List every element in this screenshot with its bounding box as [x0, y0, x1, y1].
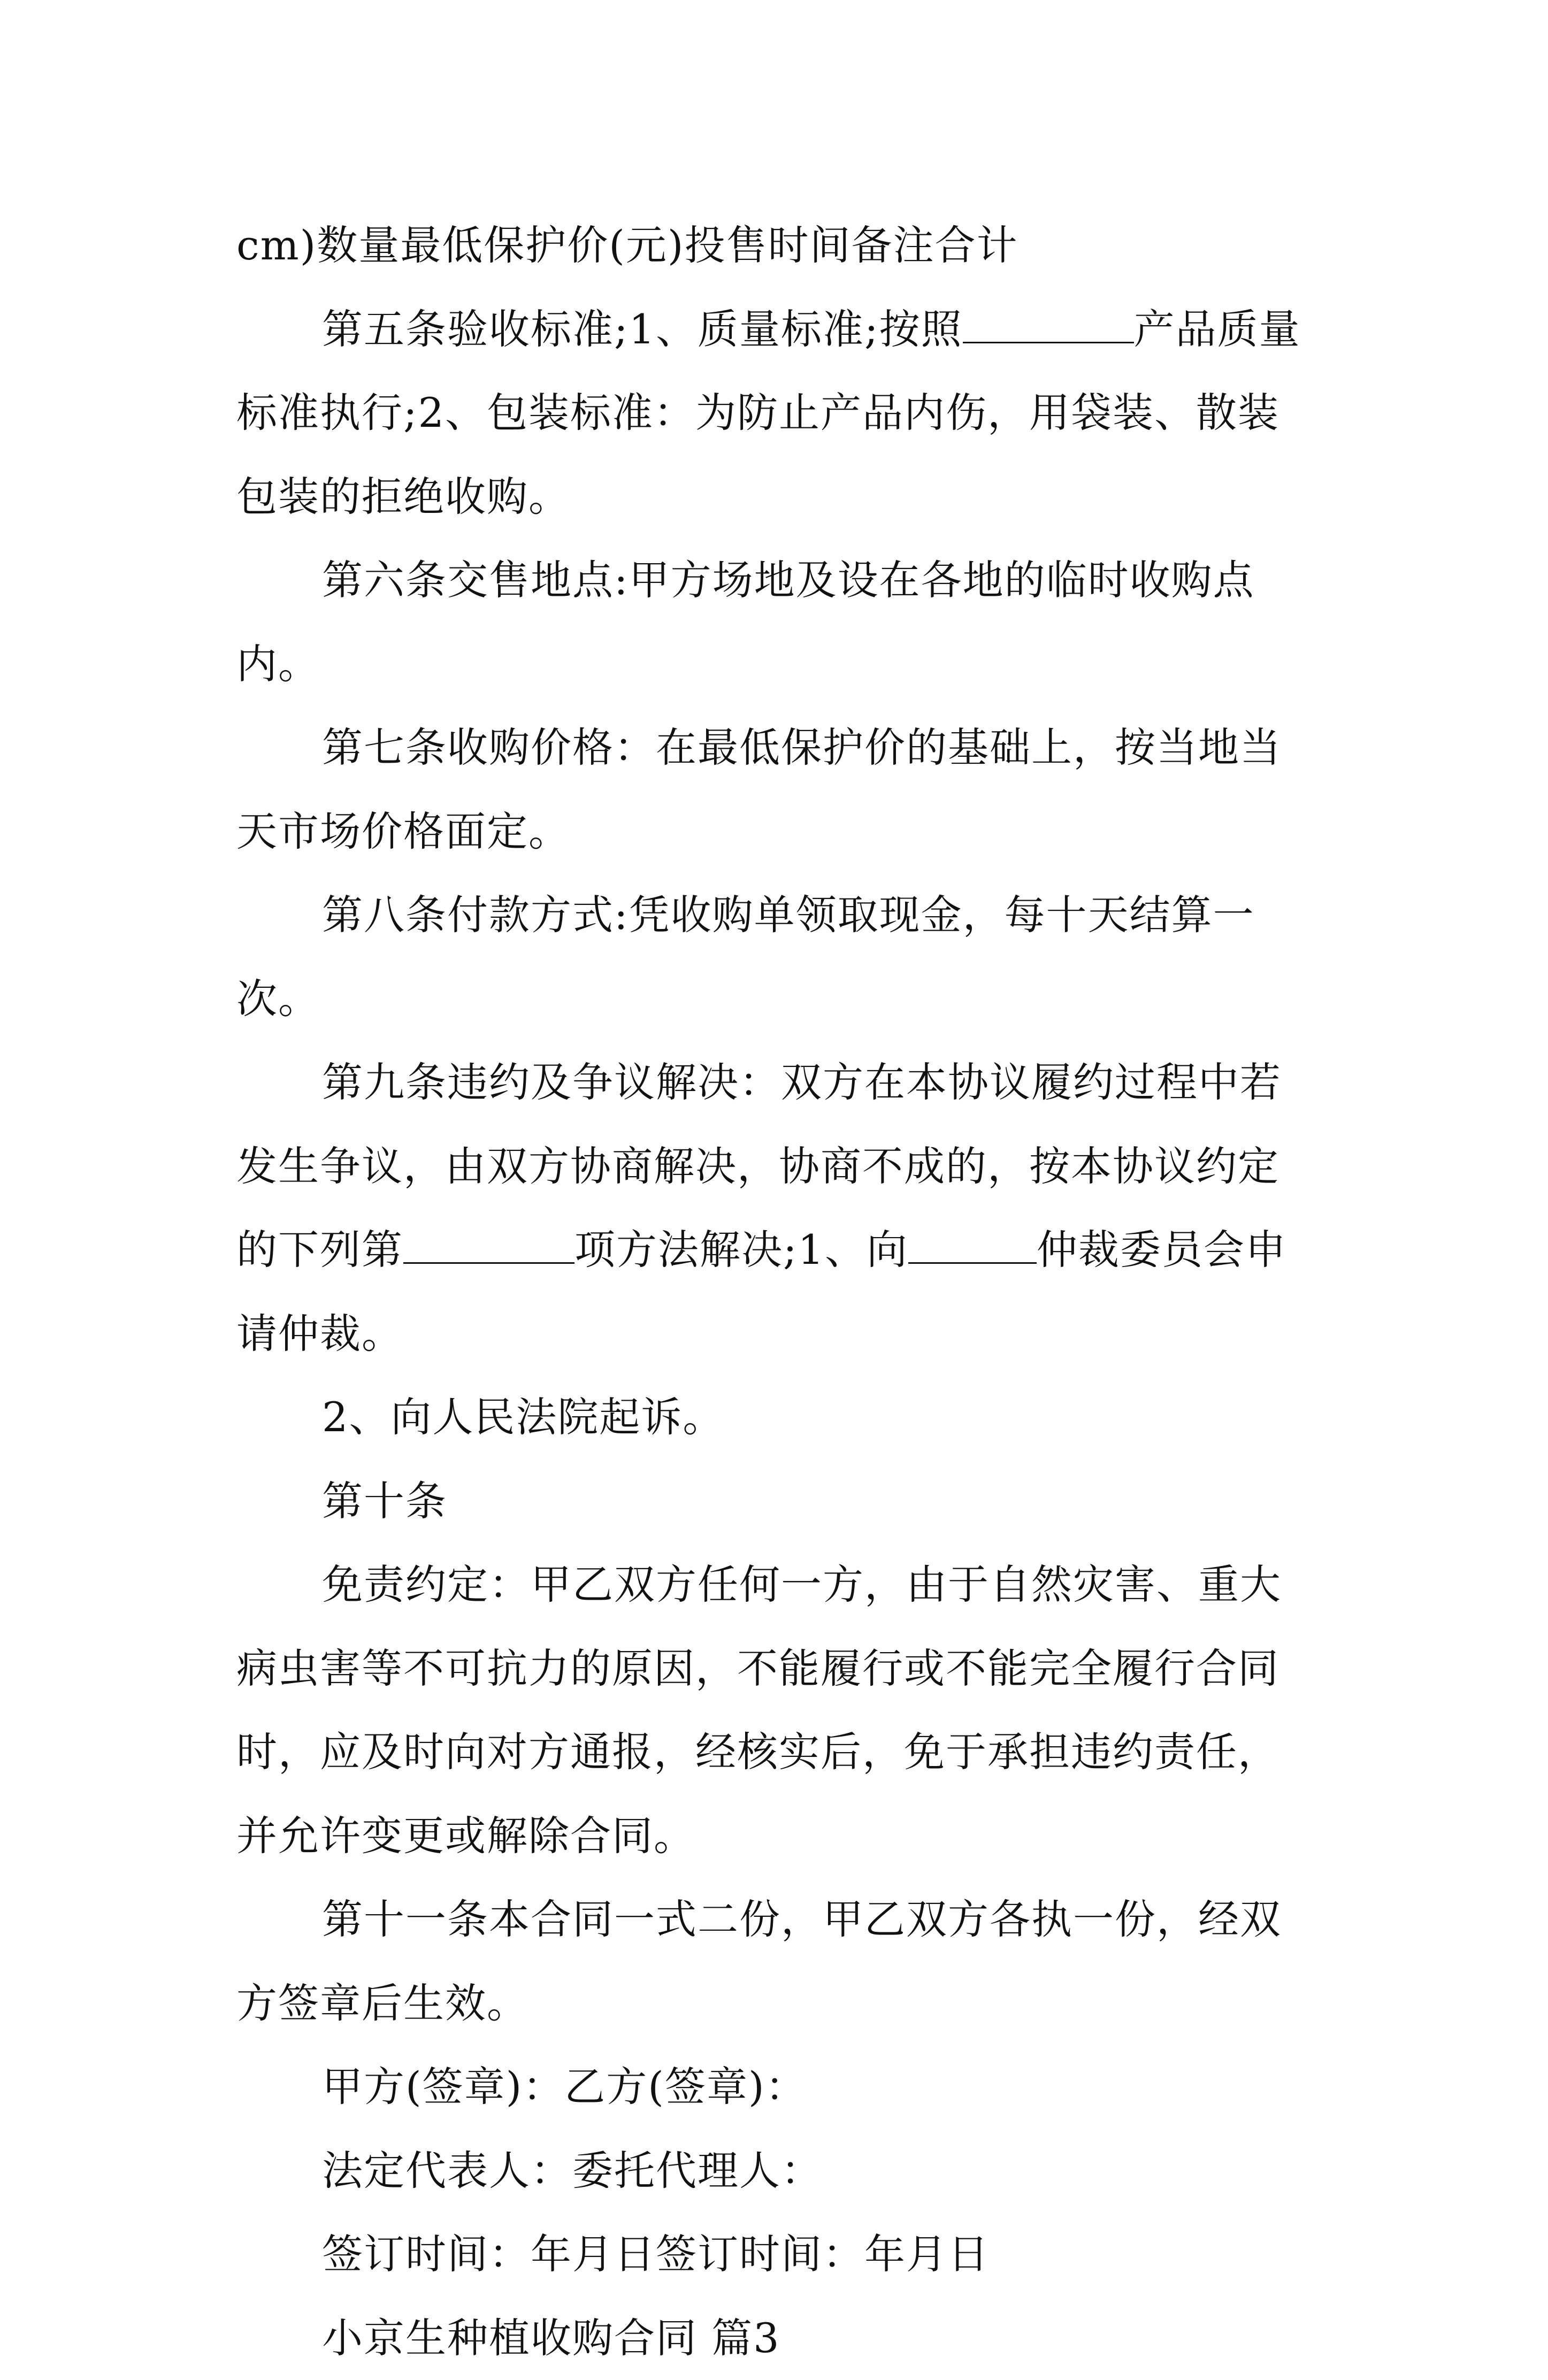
paragraph-article-11: [236, 1878, 1317, 2045]
text: 项方法解决;1、向: [574, 1226, 908, 1273]
fill-in-blank: [963, 310, 1134, 343]
text: 产品质量标准执行;2、包装标准：为防止产品内伤，用袋装、散装包装的拒绝收购。: [236, 305, 1301, 520]
paragraph-article-9-option-2: [236, 1376, 1317, 1460]
text: 第五条验收标准;1、质量标准;按照: [322, 305, 963, 353]
text: 小京生种植收购合同 篇3: [322, 2314, 780, 2362]
text: 第九条违约及争议解决：双方在本协议履约过程中若发生争议，由双方协商解决，协商不成的，按本协议约定的下列第: [236, 1058, 1282, 1273]
text: 第七条收购价格：在最低保护价的基础上，按当地当天市场价格面定。: [236, 724, 1282, 855]
text: 第八条付款方式:凭收购单领取现金，每十天结算一次。: [236, 891, 1255, 1023]
next-section-title: [236, 2297, 1317, 2380]
text: 签订时间：年月日签订时间：年月日: [322, 2230, 990, 2278]
signature-dates-line: [236, 2213, 1317, 2297]
text: cm)数量最低保护价(元)投售时间备注合计: [236, 221, 1018, 269]
text: 免责约定：甲乙双方任何一方，由于自然灾害、重大病虫害等不可抗力的原因，不能履行或不能完全履行合同时，应及时向对方通报，经核实后，免于承担违约责任，并允许变更或解除合同。: [236, 1561, 1282, 1860]
text: 甲方(签章)：乙方(签章)：: [322, 2063, 807, 2110]
text: 法定代表人：委托代理人：: [322, 2147, 823, 2194]
signature-parties-line: [236, 2045, 1317, 2129]
paragraph-article-7: [236, 706, 1317, 873]
paragraph-article-5: [236, 288, 1317, 539]
text: 第十条: [322, 1477, 447, 1525]
paragraph-article-6: [236, 539, 1317, 706]
paragraph-table-continuation: [236, 204, 1317, 288]
text: 仲裁委员会申请仲裁。: [236, 1226, 1287, 1357]
fill-in-blank: [403, 1230, 574, 1264]
fill-in-blank: [908, 1230, 1037, 1264]
paragraph-article-10-title: [236, 1460, 1317, 1544]
text: 2、向人民法院起诉。: [322, 1393, 724, 1441]
text: 第十一条本合同一式二份，甲乙双方各执一份，经双方签章后生效。: [236, 1895, 1282, 2027]
paragraph-article-9: [236, 1041, 1317, 1376]
paragraph-article-8: [236, 873, 1317, 1041]
signature-representatives-line: [236, 2129, 1317, 2213]
paragraph-article-10-body: [236, 1543, 1317, 1878]
text: 第六条交售地点:甲方场地及设在各地的临时收购点内。: [236, 556, 1255, 688]
document-body: [236, 204, 1317, 2380]
